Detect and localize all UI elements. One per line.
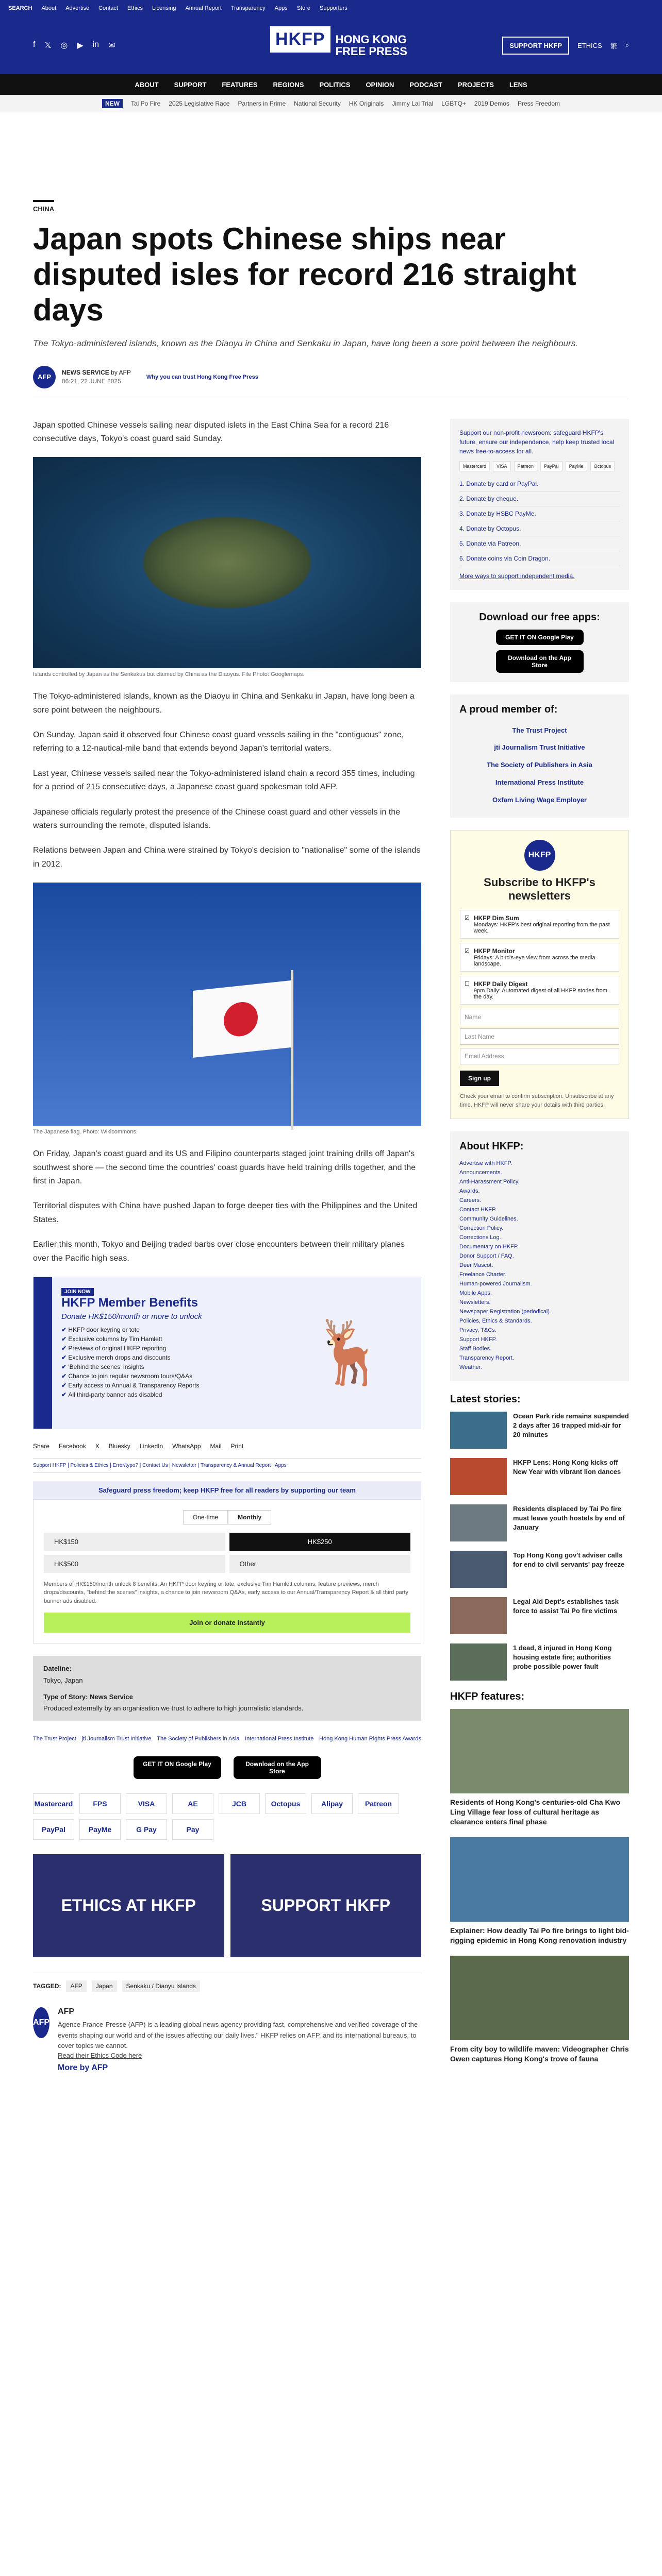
about-link[interactable]: Community Guidelines. <box>459 1216 518 1223</box>
benefit-item: ✔ HKFP door keyring or tote <box>61 1326 270 1333</box>
article-title: Japan spots Chinese ships near disputed isles for record 216 straight days <box>33 222 576 327</box>
donate-option[interactable]: 1. Donate by card or PayPal. <box>459 477 620 492</box>
subnav-item[interactable]: National Security <box>294 99 341 107</box>
search-link[interactable]: SEARCH <box>8 5 32 11</box>
more-ways-link[interactable]: More ways to support independent media. <box>459 572 575 580</box>
story-title[interactable]: Top Hong Kong gov't adviser calls for end to civil servants' pay freeze <box>513 1551 625 1569</box>
donate-note: Members of HK$150/month unlock 8 benefits: An HKFP door keyring or tote, exclusive Tim Hamlett columns, feature previews, merch drops/discounts, "behind the scenes" insights, a chance to join newsroom Q&As, early access to our Annual/Transparency Report & all third party banner ads disabled. <box>44 1581 408 1604</box>
org-logo[interactable]: jti Journalism Trust Initiative <box>494 743 585 752</box>
safeguard-banner[interactable]: Safeguard press freedom; keep HKFP free for all readers by supporting our team <box>33 1481 421 1499</box>
paragraph: Territorial disputes with China have pushed Japan to forge deeper ties with the Philippines and the United States. <box>33 1201 418 1224</box>
article-photo <box>33 883 421 1135</box>
chinese-link[interactable]: 繁 <box>610 42 617 50</box>
payment-logo[interactable]: Octopus <box>265 1793 306 1814</box>
about-link[interactable]: Newspaper Registration (periodical). <box>459 1309 551 1315</box>
checkbox-icon[interactable]: ☐ <box>465 981 470 988</box>
youtube-icon[interactable]: ▶ <box>77 41 84 50</box>
benefit-item: ✔ Exclusive columns by Tim Hamlett <box>61 1335 270 1343</box>
benefit-item: ✔ Previews of original HKFP reporting <box>61 1345 270 1352</box>
about-link[interactable]: Careers. <box>459 1197 482 1204</box>
linkedin-icon[interactable]: in <box>92 40 100 49</box>
payment-logo[interactable]: VISA <box>126 1793 167 1814</box>
signup-button[interactable]: Sign up <box>460 1071 499 1086</box>
story-item[interactable] <box>450 1551 629 1588</box>
share-item[interactable]: Facebook <box>59 1442 86 1450</box>
about-link[interactable]: Policies, Ethics & Standards. <box>459 1318 532 1325</box>
newsletter-option[interactable] <box>460 910 619 939</box>
feature-title[interactable]: Explainer: How deadly Tai Po fire brings to light bid-rigging epidemic in Hong Kong renovation industry <box>450 1926 629 1945</box>
feature-image[interactable] <box>450 1837 629 1922</box>
site-logo[interactable] <box>270 26 407 65</box>
ad-space <box>33 133 629 195</box>
newsletter-desc: Fridays: A bird's-eye view from across the media landscape. <box>473 955 595 968</box>
top-link[interactable]: About <box>41 5 57 11</box>
about-heading: About HKFP: <box>459 1141 524 1153</box>
site-header <box>0 16 662 74</box>
latest-stories <box>450 1394 629 1681</box>
org-logo[interactable]: Oxfam Living Wage Employer <box>492 795 587 804</box>
member-logos <box>33 1736 421 1742</box>
story-item[interactable] <box>450 1597 629 1634</box>
payment-logo[interactable]: Mastercard <box>33 1793 74 1814</box>
top-link[interactable]: Apps <box>274 5 288 11</box>
story-item[interactable] <box>450 1458 629 1495</box>
share-item[interactable]: Share <box>33 1442 50 1450</box>
story-title[interactable]: 1 dead, 8 injured in Hong Kong housing estate fire; authorities probe possible power fault <box>513 1644 612 1670</box>
payment-logo: Patreon <box>514 461 538 471</box>
nav-item[interactable]: REGIONS <box>273 80 304 89</box>
org-logo[interactable]: The Trust Project <box>33 1735 76 1742</box>
tagged-label: TAGGED: <box>33 1982 61 1990</box>
story-type-label: Type of Story: News Service <box>43 1692 133 1701</box>
donate-option[interactable]: 5. Donate via Patreon. <box>459 536 620 551</box>
payment-logo[interactable]: AE <box>172 1793 213 1814</box>
about-link[interactable]: Contact HKFP. <box>459 1207 496 1213</box>
author-box <box>33 2007 421 2073</box>
category-label[interactable]: CHINA <box>33 200 54 213</box>
amount-option[interactable]: HK$150 <box>44 1533 225 1551</box>
about-link[interactable]: Donor Support / FAQ. <box>459 1253 514 1260</box>
payment-logo[interactable]: JCB <box>219 1793 260 1814</box>
top-bar <box>0 0 662 16</box>
share-item[interactable]: X <box>95 1442 100 1450</box>
article-photo <box>33 457 421 677</box>
org-logo[interactable]: The Society of Publishers in Asia <box>157 1735 240 1742</box>
author-bio: Agence France-Presse (AFP) is a leading global news agency providing fast, comprehensive and verified coverage of the events shaping our world and of the issues affecting our daily lives." HKFP relies on AFP, and its international bureaus, to cover topics we cannot. <box>58 2020 418 2050</box>
article-lede: The Tokyo-administered islands, known as the Diaoyu in China and Senkaku in Japan, have long been a sore point between the neighbours. <box>33 338 578 348</box>
one-time-toggle[interactable]: One-time <box>183 1510 228 1524</box>
paragraph: On Sunday, Japan said it observed four Chinese coast guard vessels sailing in the "contiguous" zone, referring to a 12-nautical-mile band that extends beyond Japan's territorial waters. <box>33 731 404 753</box>
nav-item[interactable]: ABOUT <box>135 80 159 89</box>
paragraph: Relations between Japan and China were strained by Tokyo's decision to "nationalise" some of the islands in 2012. <box>33 846 421 869</box>
benefit-item: ✔ Exclusive merch drops and discounts <box>61 1354 270 1361</box>
about-link[interactable]: Corrections Log. <box>459 1234 501 1241</box>
newsletter-note: Check your email to confirm subscription. Unsubscribe at any time. HKFP will never share your details with third parties. <box>460 1093 614 1108</box>
about-link[interactable]: Transparency Report. <box>459 1355 514 1362</box>
author-avatar[interactable]: AFP <box>33 2007 49 2038</box>
about-link[interactable]: Anti-Harassment Policy. <box>459 1179 520 1185</box>
latest-heading: Latest stories: <box>450 1394 521 1405</box>
subnav-item[interactable]: Partners in Prime <box>238 99 286 107</box>
benefit-item: ✔ Early access to Annual & Transparency Reports <box>61 1382 270 1389</box>
x-icon[interactable]: 𝕏 <box>44 41 52 50</box>
org-logo[interactable]: International Press Institute <box>495 778 584 786</box>
story-title[interactable]: HKFP Lens: Hong Kong kicks off New Year with vibrant lion dances <box>513 1459 621 1476</box>
paragraph: Last year, Chinese vessels sailed near the Tokyo-administered island chain a record 355 times, including for a period of 215 consecutive days, a Japanese coast guard spokesman told AFP. <box>33 769 415 792</box>
instagram-icon[interactable]: ◎ <box>60 41 68 50</box>
dateline-label: Dateline: <box>43 1665 72 1673</box>
newsletter-name: HKFP Dim Sum <box>473 914 519 922</box>
logo-line: FREE PRESS <box>335 45 407 58</box>
app-store-badge[interactable]: Download on the App Store <box>234 1756 321 1779</box>
author-avatar[interactable]: AFP <box>33 366 56 388</box>
search-icon[interactable]: ⌕ <box>625 41 629 49</box>
about-link[interactable]: Mobile Apps. <box>459 1290 492 1297</box>
payment-logo: Octopus <box>590 461 615 471</box>
deer-mascot-icon: 🦌 <box>311 1317 389 1387</box>
org-logo[interactable]: The Trust Project <box>512 726 567 734</box>
payment-logo[interactable]: G Pay <box>126 1819 167 1840</box>
mail-icon[interactable]: ✉ <box>108 41 115 50</box>
paragraph: Japanese officials regularly protest the presence of the Chinese coast guard and other vessels in the waters surrounding the remote, disputed islands. <box>33 807 401 831</box>
paragraph: Japan spotted Chinese vessels sailing near disputed islets in the East China Sea for a record 216 consecutive days, Tokyo's coast guard said Sunday. <box>33 420 389 443</box>
payment-logo[interactable]: Alipay <box>311 1793 353 1814</box>
facebook-icon[interactable]: f <box>33 40 36 49</box>
nav-item[interactable]: LENS <box>509 80 527 89</box>
more-by-author-link[interactable]: More by AFP <box>58 2063 108 2073</box>
benefit-item: ✔ All third-party banner ads disabled <box>61 1391 270 1398</box>
share-item[interactable]: Mail <box>210 1442 222 1450</box>
last-name-field[interactable]: Last Name <box>460 1028 619 1045</box>
story-title[interactable]: Legal Aid Dept's establishes task force to assist Tai Po fire victims <box>513 1598 619 1615</box>
nav-item[interactable]: SUPPORT <box>174 80 207 89</box>
tag[interactable]: AFP <box>66 1980 86 1992</box>
feature-title[interactable]: From city boy to wildlife maven: Videographer Chris Owen captures Hong Kong's trove of fauna <box>450 2044 629 2063</box>
paragraph: Earlier this month, Tokyo and Beijing traded barbs over close encounters between their military planes over the Pacific high seas. <box>33 1240 405 1263</box>
subnav-item[interactable]: Tai Po Fire <box>131 99 161 107</box>
about-link[interactable]: Support HKFP. <box>459 1336 497 1343</box>
subnav-item[interactable]: Press Freedom <box>517 99 560 107</box>
support-box <box>450 419 629 590</box>
checkbox-icon[interactable]: ☑ <box>465 948 470 955</box>
new-badge: NEW <box>102 99 123 108</box>
main-nav <box>0 74 662 95</box>
amount-option[interactable]: HK$500 <box>44 1555 225 1573</box>
about-link[interactable]: Awards. <box>459 1188 480 1195</box>
about-link[interactable]: Privacy, T&Cs. <box>459 1327 496 1334</box>
sidebar <box>450 419 629 2094</box>
about-box <box>450 1131 629 1381</box>
nav-item[interactable]: FEATURES <box>222 80 258 89</box>
amount-option-selected[interactable]: HK$250 <box>229 1533 411 1551</box>
donate-option[interactable]: 2. Donate by cheque. <box>459 492 620 506</box>
share-item[interactable]: Bluesky <box>108 1442 130 1450</box>
paragraph: The Tokyo-administered islands, known as the Diaoyu in China and Senkaku in Japan, have long been a sore point between the neighbours. <box>33 692 415 715</box>
org-logo[interactable]: International Press Institute <box>245 1735 314 1742</box>
share-bar <box>33 1443 421 1450</box>
nav-item[interactable]: PROJECTS <box>457 80 494 89</box>
about-link[interactable]: Announcements. <box>459 1170 502 1176</box>
feature-image[interactable] <box>450 1956 629 2040</box>
join-badge: JOIN NOW <box>61 1288 94 1296</box>
top-link[interactable]: Supporters <box>319 5 347 11</box>
story-title[interactable]: Ocean Park ride remains suspended 2 days after 16 trapped mid-air for 20 minutes <box>513 1412 629 1438</box>
subnav-item[interactable]: 2025 Legislative Race <box>169 99 230 107</box>
payment-logo: Mastercard <box>459 461 490 471</box>
nav-item[interactable]: OPINION <box>366 80 394 89</box>
benefit-item: ✔ Chance to join regular newsroom tours/Q&As <box>61 1372 270 1380</box>
newsletter-name: HKFP Monitor <box>473 947 515 955</box>
app-store-badge[interactable]: Download on the App Store <box>496 650 584 673</box>
story-title[interactable]: Residents displaced by Tai Po fire must leave youth hostels by end of January <box>513 1505 625 1531</box>
payment-logos <box>33 1793 421 1840</box>
member-subtitle: Donate HK$150/month or more to unlock <box>61 1312 202 1321</box>
org-logo[interactable]: Hong Kong Human Rights Press Awards <box>319 1735 421 1742</box>
apps-box <box>450 602 629 682</box>
footer-links[interactable]: Support HKFP | Policies & Ethics | Error/typo? | Contact Us | Newsletter | Transparency & Annual Report | Apps <box>33 1458 421 1473</box>
tag[interactable]: Japan <box>92 1980 117 1992</box>
about-link[interactable]: Correction Policy. <box>459 1225 504 1232</box>
org-logo[interactable]: The Society of Publishers in Asia <box>487 761 592 769</box>
member-title: HKFP Member Benefits <box>61 1295 198 1310</box>
monthly-toggle[interactable]: Monthly <box>228 1510 271 1524</box>
article-header <box>0 195 662 398</box>
top-link[interactable]: Ethics <box>127 5 143 11</box>
google-play-badge[interactable]: GET IT ON Google Play <box>496 630 584 645</box>
logo-line: HONG KONG <box>335 32 407 46</box>
tags-row <box>33 1973 421 1992</box>
newsletter-desc: Mondays: HKFP's best original reporting from the past week. <box>473 922 610 935</box>
newsletter-heading: Subscribe to HKFP's newsletters <box>484 876 595 903</box>
nav-item[interactable]: POLITICS <box>319 80 351 89</box>
about-link[interactable]: Documentary on HKFP. <box>459 1244 519 1250</box>
payment-logo[interactable]: Pay <box>172 1819 213 1840</box>
author-name[interactable]: AFP <box>58 2007 74 2016</box>
nav-item[interactable]: PODCAST <box>409 80 442 89</box>
newsletter-option[interactable] <box>460 976 619 1005</box>
amount-option[interactable]: Other <box>229 1555 411 1573</box>
donate-button[interactable]: Join or donate instantly <box>44 1613 410 1633</box>
donate-widget <box>33 1499 421 1644</box>
promo-videos <box>33 1854 421 1957</box>
benefit-item: ✔ 'Behind the scenes' insights <box>61 1363 270 1370</box>
support-button[interactable]: SUPPORT HKFP <box>502 37 569 55</box>
ethics-video[interactable]: ETHICS AT HKFP <box>33 1854 224 1957</box>
subnav-item[interactable]: LGBTQ+ <box>441 99 466 107</box>
email-field[interactable]: Email Address <box>460 1048 619 1064</box>
payment-logo: PayMe <box>566 461 587 471</box>
top-link[interactable]: Contact <box>98 5 118 11</box>
story-item[interactable] <box>450 1412 629 1449</box>
byline <box>33 366 629 398</box>
islands-image <box>33 457 421 668</box>
newsletter-option[interactable] <box>460 943 619 972</box>
subnav-item[interactable]: HK Originals <box>349 99 384 107</box>
app-badges <box>33 1756 421 1779</box>
payment-logo: PayPal <box>540 461 562 471</box>
story-type-value: Produced externally by an organisation we trust to adhere to high journalistic standards. <box>43 1704 304 1712</box>
donate-option[interactable]: 3. Donate by HSBC PayMe. <box>459 506 620 521</box>
payment-logo: VISA <box>493 461 511 471</box>
apps-heading: Download our free apps: <box>479 611 600 623</box>
logo-mark: HKFP <box>270 26 330 53</box>
about-link[interactable]: Newsletters. <box>459 1299 491 1306</box>
payment-logo[interactable]: Patreon <box>358 1793 399 1814</box>
sub-nav <box>0 95 662 112</box>
donate-option[interactable]: 6. Donate coins via Coin Dragon. <box>459 551 620 566</box>
about-link[interactable]: Freelance Charter. <box>459 1272 507 1278</box>
features-heading: HKFP features: <box>450 1691 525 1703</box>
google-play-badge[interactable]: GET IT ON Google Play <box>134 1756 221 1779</box>
about-link[interactable]: Deer Mascot. <box>459 1262 493 1269</box>
photo-caption: Islands controlled by Japan as the Senkakus but claimed by China as the Diaoyus. File Photo: Googlemaps. <box>33 671 305 678</box>
share-item[interactable]: WhatsApp <box>172 1442 201 1450</box>
top-link[interactable]: Transparency <box>230 5 266 11</box>
newsletter-desc: 9pm Daily: Automated digest of all HKFP stories from the day. <box>473 988 607 1001</box>
publish-date: 06:21, 22 JUNE 2025 <box>62 378 121 385</box>
top-link[interactable]: Annual Report <box>185 5 222 11</box>
support-video[interactable]: SUPPORT HKFP <box>230 1854 422 1957</box>
article-body <box>33 419 421 2094</box>
dateline-value: Tokyo, Japan <box>43 1676 83 1684</box>
story-item[interactable] <box>450 1643 629 1681</box>
features-list <box>450 1691 629 2063</box>
top-link[interactable]: Store <box>296 5 310 11</box>
ethics-link[interactable]: ETHICS <box>577 41 602 49</box>
name-field[interactable]: Name <box>460 1009 619 1025</box>
flag-image <box>33 883 421 1126</box>
trust-link[interactable]: Why you can trust Hong Kong Free Press <box>146 374 258 380</box>
about-link[interactable]: Advertise with HKFP. <box>459 1160 512 1167</box>
donate-option[interactable]: 4. Donate by Octopus. <box>459 521 620 536</box>
story-item[interactable] <box>450 1504 629 1541</box>
member-of-box <box>450 694 629 818</box>
ethics-code-link[interactable]: Read their Ethics Code here <box>58 2052 142 2060</box>
about-link[interactable]: Weather. <box>459 1364 482 1371</box>
newsletter-name: HKFP Daily Digest <box>473 980 528 988</box>
subnav-item[interactable]: 2019 Demos <box>474 99 509 107</box>
top-link[interactable]: Licensing <box>152 5 176 11</box>
payment-logo[interactable]: PayPal <box>33 1819 74 1840</box>
subnav-item[interactable]: Jimmy Lai Trial <box>392 99 434 107</box>
paragraph: On Friday, Japan's coast guard and its US and Filipino counterparts staged joint training drills off Japan's southwest shore — the second time the countries' coast guards have held training drills together, and the first in Japan. <box>33 1149 416 1185</box>
share-item[interactable]: Print <box>230 1442 244 1450</box>
member-of-heading: A proud member of: <box>459 703 558 715</box>
hkfp-logo: HKFP <box>524 840 555 871</box>
member-benefits-banner[interactable] <box>33 1277 421 1429</box>
org-logo[interactable]: jti Journalism Trust Initiative <box>81 1735 152 1742</box>
photo-caption: The Japanese flag. Photo: Wikicommons. <box>33 1129 138 1136</box>
dateline-box <box>33 1656 421 1721</box>
social-icons <box>33 40 250 50</box>
top-link[interactable]: Advertise <box>65 5 90 11</box>
support-text[interactable]: Support our non-profit newsroom: safeguard HKFP's future, ensure our independence, help keep trusted local news free-to-access for all. <box>459 429 615 455</box>
share-item[interactable]: LinkedIn <box>139 1442 163 1450</box>
service-label: NEWS SERVICE <box>62 369 109 376</box>
tag[interactable]: Senkaku / Diaoyu Islands <box>122 1980 200 1992</box>
about-link[interactable]: Staff Bodies. <box>459 1346 492 1352</box>
payment-logo[interactable]: FPS <box>79 1793 121 1814</box>
feature-title[interactable]: Residents of Hong Kong's centuries-old Cha Kwo Ling Village fear loss of cultural heritage as clearance enters final phase <box>450 1798 621 1826</box>
about-link[interactable]: Human-powered Journalism. <box>459 1281 532 1287</box>
newsletter-box <box>450 830 629 1119</box>
checkbox-icon[interactable]: ☑ <box>465 915 470 922</box>
feature-image[interactable] <box>450 1709 629 1793</box>
payment-logo[interactable]: PayMe <box>79 1819 121 1840</box>
author-link[interactable]: by AFP <box>111 369 131 376</box>
